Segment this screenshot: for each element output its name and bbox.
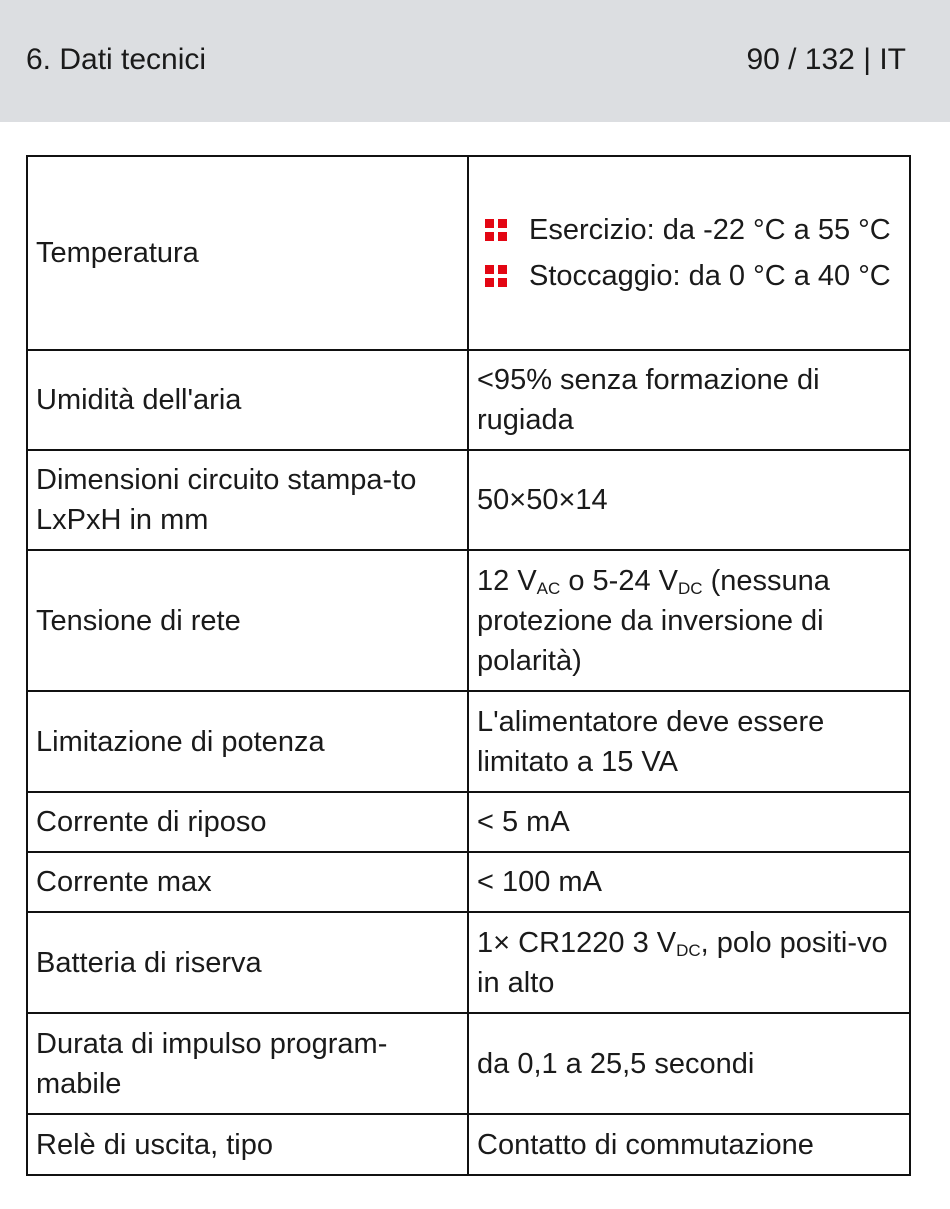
relay-label: Relè di uscita, tipo <box>27 1114 468 1175</box>
table-row <box>27 350 910 450</box>
battery-label: Batteria di riserva <box>27 912 468 1013</box>
bullet-icon <box>485 219 507 241</box>
dimensions-label: Dimensioni circuito stampa-to LxPxH in mm <box>27 450 468 550</box>
rest-current-value: < 5 mA <box>468 792 910 852</box>
page-number: 90 / 132 | IT <box>746 43 906 76</box>
table-row <box>27 792 910 852</box>
section-title: 6. Dati tecnici <box>26 43 207 76</box>
battery-note: , polo positi-vo in alto <box>477 926 888 999</box>
bullet-icon <box>485 265 507 287</box>
power-label: Limitazione di potenza <box>27 691 468 792</box>
rest-current-label: Corrente di riposo <box>27 792 468 852</box>
temperature-list <box>477 210 901 296</box>
table-row <box>27 450 910 550</box>
temperature-value <box>468 156 910 350</box>
voltage-dc: o 5-24 V <box>560 564 678 597</box>
max-current-value: < 100 mA <box>468 852 910 912</box>
table-row <box>27 852 910 912</box>
technical-data-table <box>26 155 911 1176</box>
voltage-dc-sub: DC <box>677 578 703 598</box>
table-row <box>27 1114 910 1175</box>
pulse-label: Durata di impulso program-mabile <box>27 1013 468 1114</box>
temperature-label: Temperatura <box>27 156 468 350</box>
page-header <box>0 0 950 122</box>
humidity-label: Umidità dell'aria <box>27 350 468 450</box>
humidity-value: <95% senza formazione di rugiada <box>468 350 910 450</box>
battery-value <box>468 912 910 1013</box>
pulse-value: da 0,1 a 25,5 secondi <box>468 1013 910 1114</box>
voltage-ac: 12 V <box>477 564 537 597</box>
list-item <box>477 256 901 296</box>
battery-sub: DC <box>676 940 701 960</box>
list-item <box>477 210 901 250</box>
table-row <box>27 550 910 691</box>
voltage-label: Tensione di rete <box>27 550 468 691</box>
voltage-value <box>468 550 910 691</box>
table-row <box>27 912 910 1013</box>
voltage-note: (nessuna protezione da inversione di polarità) <box>477 564 830 677</box>
table-row <box>27 1013 910 1114</box>
table-row <box>27 691 910 792</box>
battery-type: 1× CR1220 3 V <box>477 926 677 959</box>
operating-temperature: Esercizio: da -22 °C a 55 °C <box>529 214 891 246</box>
power-value: L'alimentatore deve essere limitato a 15 VA <box>468 691 910 792</box>
dimensions-value: 50×50×14 <box>468 450 910 550</box>
relay-value: Contatto di commutazione <box>468 1114 910 1175</box>
storage-temperature: Stoccaggio: da 0 °C a 40 °C <box>529 260 891 292</box>
table-row <box>27 156 910 350</box>
max-current-label: Corrente max <box>27 852 468 912</box>
voltage-ac-sub: AC <box>536 578 561 598</box>
